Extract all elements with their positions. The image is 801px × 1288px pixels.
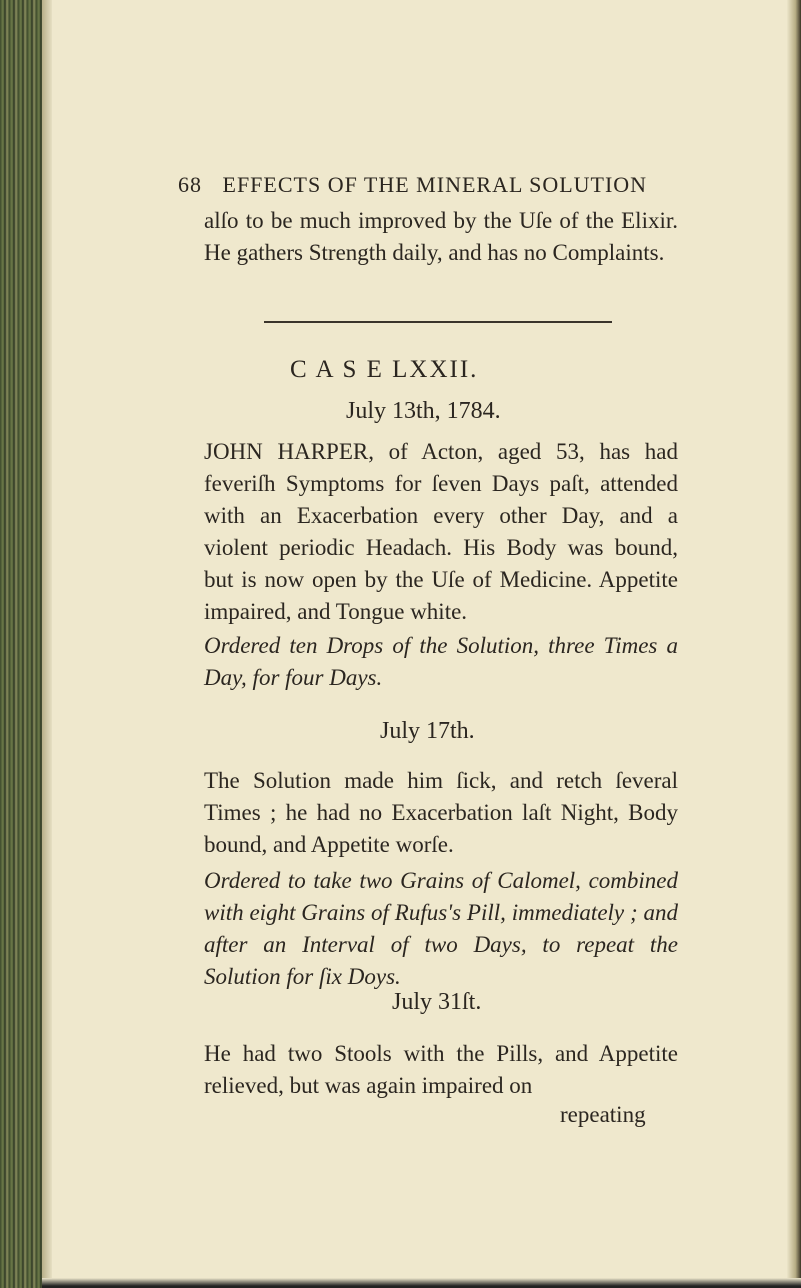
order-paragraph-1: Ordered ten Drops of the Solution, three Times a Day, for four Days.: [204, 633, 678, 690]
case-paragraph-3: He had two Stools with the Pills, and Appetite relieved, but was again impaired on: [204, 1041, 678, 1098]
section-rule: [264, 321, 612, 323]
case-title: C A S E LXXII.: [290, 356, 479, 383]
catchword: repeating: [560, 1102, 646, 1127]
running-header: [178, 172, 678, 198]
case-date-1: July 13th, 1784.: [346, 398, 501, 424]
running-title: EFFECTS OF THE MINERAL SOLUTION: [222, 172, 648, 197]
intro-paragraph: alſo to be much improved by the Uſe of the Elixir. He gathers Strength daily, and has no Complaints.: [204, 208, 678, 265]
case-date-2: July 17th.: [380, 718, 475, 744]
page-number: 68: [178, 172, 202, 197]
case-paragraph-1: JOHN HARPER, of Acton, aged 53, has had feveriſh Symptoms for ſeven Days paſt, attended with an Exacerbation every other Day, and a violent periodic Headach. His Body was bound, but is now open by the Uſe of Medicine. Appetite impaired, and Tongue white.: [204, 439, 678, 624]
order-paragraph-2: Ordered to take two Grains of Calomel, combined with eight Grains of Rufus's Pill, immediately ; and after an Interval of two Days, to repeat the Solution for ſix Doys.: [204, 868, 678, 989]
case-paragraph-2: The Solution made him ſick, and retch ſeveral Times ; he had no Exacerbation laſt Night, Body bound, and Appetite worſe.: [204, 768, 678, 857]
case-date-3: July 31ſt.: [392, 989, 482, 1015]
